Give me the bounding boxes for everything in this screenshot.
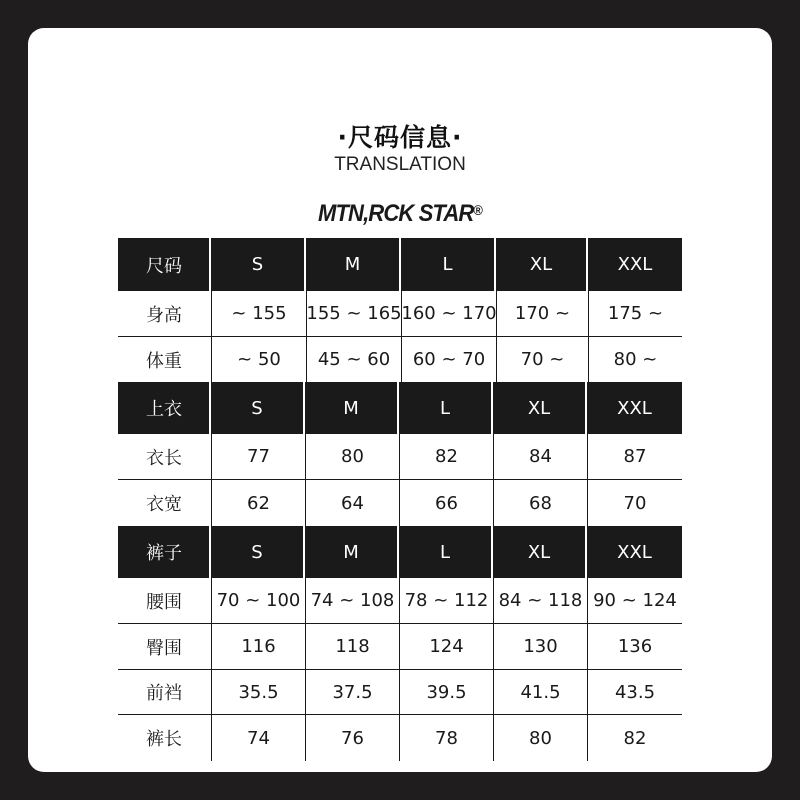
header-cell: XXL bbox=[587, 382, 682, 434]
table-cell: 84 ~ 118 bbox=[493, 578, 587, 623]
table-cell: 130 bbox=[493, 624, 587, 669]
page-subtitle: TRANSLATION bbox=[334, 154, 466, 175]
table-cell: 78 ~ 112 bbox=[399, 578, 493, 623]
table-header-row bbox=[118, 382, 682, 434]
table-cell: ~ 155 bbox=[211, 291, 306, 336]
table-header-row bbox=[118, 526, 682, 578]
table-cell: 39.5 bbox=[399, 670, 493, 714]
header-cell: S bbox=[211, 382, 305, 434]
table-cell: 74 ~ 108 bbox=[305, 578, 399, 623]
table-row bbox=[118, 715, 682, 761]
table-cell: 64 bbox=[305, 480, 399, 526]
table-row bbox=[118, 578, 682, 624]
table-cell: 136 bbox=[587, 624, 682, 669]
table-cell: 76 bbox=[305, 715, 399, 761]
table-cell: 68 bbox=[493, 480, 587, 526]
header-cell: L bbox=[401, 238, 496, 291]
table-row bbox=[118, 670, 682, 715]
header-cell: 上衣 bbox=[118, 382, 211, 434]
table-cell: 60 ~ 70 bbox=[401, 337, 496, 382]
row-label: 衣宽 bbox=[146, 494, 182, 515]
table-cell: 124 bbox=[399, 624, 493, 669]
size-table-basic bbox=[118, 238, 682, 382]
row-label: 裤长 bbox=[146, 729, 182, 750]
header-cell: 裤子 bbox=[118, 526, 211, 578]
row-label: 臀围 bbox=[146, 637, 182, 659]
size-table-top bbox=[118, 382, 682, 526]
brand-logo bbox=[32, 200, 768, 228]
table-cell: 78 bbox=[399, 715, 493, 761]
table-cell: 45 ~ 60 bbox=[306, 337, 401, 382]
header-cell: S bbox=[211, 238, 306, 291]
table-cell: 70 ~ 100 bbox=[211, 578, 305, 623]
row-label: 前裆 bbox=[146, 683, 182, 704]
brand-name: MTN,RCK STAR bbox=[318, 200, 474, 227]
table-cell: 37.5 bbox=[305, 670, 399, 714]
table-cell: 70 bbox=[587, 480, 682, 526]
table-cell: 35.5 bbox=[211, 670, 305, 714]
table-row bbox=[118, 337, 682, 382]
table-cell: 175 ~ bbox=[588, 291, 682, 336]
table-cell: 155 ~ 165 bbox=[306, 291, 401, 336]
table-row bbox=[118, 434, 682, 480]
header-cell: L bbox=[399, 382, 493, 434]
row-label: 身高 bbox=[146, 304, 182, 326]
header-cell: M bbox=[305, 382, 399, 434]
table-cell: 118 bbox=[305, 624, 399, 669]
header-cell: S bbox=[211, 526, 305, 578]
page-title: ·尺码信息· bbox=[337, 123, 463, 152]
registered-mark: ® bbox=[473, 202, 482, 218]
table-cell: 62 bbox=[211, 480, 305, 526]
table-cell: 74 bbox=[211, 715, 305, 761]
header-cell: 尺码 bbox=[118, 238, 211, 291]
table-row bbox=[118, 291, 682, 337]
table-cell: 82 bbox=[399, 434, 493, 479]
header-cell: XL bbox=[493, 382, 587, 434]
table-cell: 80 bbox=[493, 715, 587, 761]
table-row bbox=[118, 624, 682, 670]
table-cell: 90 ~ 124 bbox=[587, 578, 682, 623]
header-cell: M bbox=[306, 238, 401, 291]
header-cell: L bbox=[399, 526, 493, 578]
table-cell: 66 bbox=[399, 480, 493, 526]
header-cell: M bbox=[305, 526, 399, 578]
size-table-pants bbox=[118, 526, 682, 761]
table-cell: 87 bbox=[587, 434, 682, 479]
table-row bbox=[118, 480, 682, 526]
table-cell: 170 ~ bbox=[496, 291, 588, 336]
table-cell: 80 ~ bbox=[588, 337, 682, 382]
row-label: 腰围 bbox=[146, 591, 182, 613]
header-cell: XXL bbox=[587, 526, 682, 578]
table-cell: ~ 50 bbox=[211, 337, 306, 382]
table-cell: 70 ~ bbox=[496, 337, 588, 382]
table-cell: 160 ~ 170 bbox=[401, 291, 496, 336]
table-cell: 77 bbox=[211, 434, 305, 479]
header-cell: XL bbox=[496, 238, 588, 291]
table-cell: 80 bbox=[305, 434, 399, 479]
table-cell: 116 bbox=[211, 624, 305, 669]
table-cell: 41.5 bbox=[493, 670, 587, 714]
table-cell: 82 bbox=[587, 715, 682, 761]
header-cell: XL bbox=[493, 526, 587, 578]
table-cell: 43.5 bbox=[587, 670, 682, 714]
row-label: 衣长 bbox=[146, 447, 182, 469]
row-label: 体重 bbox=[146, 350, 182, 372]
table-cell: 84 bbox=[493, 434, 587, 479]
header-cell: XXL bbox=[588, 238, 682, 291]
table-header-row bbox=[118, 238, 682, 291]
